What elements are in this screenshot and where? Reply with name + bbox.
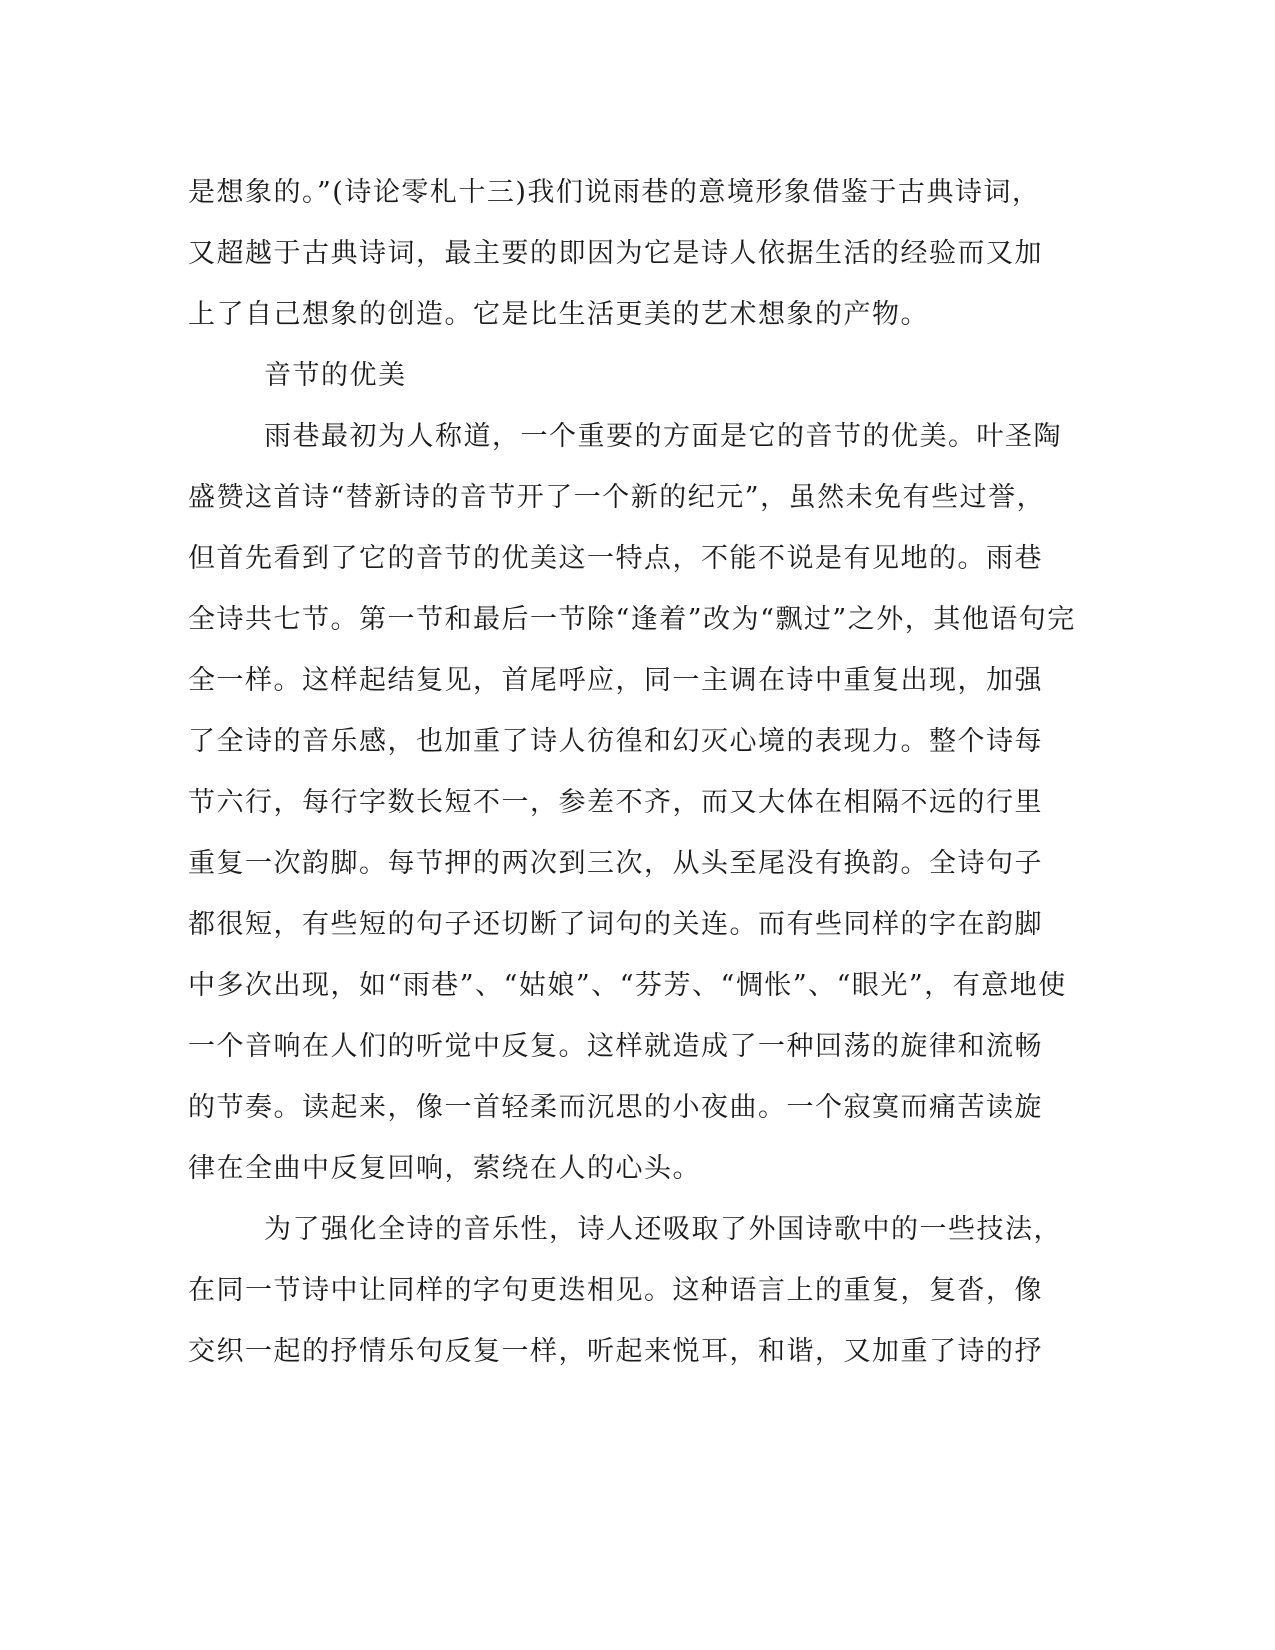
paragraph-line: 在同一节诗中让同样的字句更迭相见。这种语言上的重复，复沓，像 xyxy=(188,1275,1043,1306)
paragraph-line: 全一样。这样起结复见，首尾呼应，同一主调在诗中重复出现，加强 xyxy=(188,665,1043,696)
paragraph-line: 盛赞这首诗“替新诗的音节开了一个新的纪元”，虽然未免有些过誉， xyxy=(188,482,1046,513)
paragraph-line: 上了自己想象的创造。它是比生活更美的艺术想象的产物。 xyxy=(188,299,929,330)
paragraph-1 xyxy=(188,162,1068,345)
paragraph-line: 全诗共七节。第一节和最后一节除“逢着”改为“飘过”之外，其他语句完 xyxy=(188,604,1076,635)
paragraph-line: 都很短，有些短的句子还切断了词句的关连。而有些同样的字在韵脚 xyxy=(188,909,1043,940)
paragraph-line: 又超越于古典诗词，最主要的即因为它是诗人依据生活的经验而又加 xyxy=(188,238,1043,269)
document-body xyxy=(188,162,1076,1382)
section-heading: 音节的优美 xyxy=(264,360,407,391)
paragraph-line: 律在全曲中反复回响，萦绕在人的心头。 xyxy=(188,1153,701,1184)
paragraph-line: 雨巷最初为人称道，一个重要的方面是它的音节的优美。叶圣陶 xyxy=(264,421,1062,452)
paragraph-line: 是想象的。”(诗论零札十三)我们说雨巷的意境形象借鉴于古典诗词， xyxy=(188,177,1041,208)
paragraph-line: 重复一次韵脚。每节押的两次到三次，从头至尾没有换韵。全诗句子 xyxy=(188,848,1043,879)
paragraph-line: 中多次出现，如“雨巷”、“姑娘”、“芬芳、“惆怅”、“眼光”，有意地使 xyxy=(188,970,1067,1001)
paragraph-line: 一个音响在人们的听觉中反复。这样就造成了一种回荡的旋律和流畅 xyxy=(188,1031,1043,1062)
paragraph-3 xyxy=(188,1199,1068,1382)
paragraph-line: 但首先看到了它的音节的优美这一特点，不能不说是有见地的。雨巷 xyxy=(188,543,1043,574)
paragraph-line: 交织一起的抒情乐句反复一样，听起来悦耳，和谐，又加重了诗的抒 xyxy=(188,1336,1043,1367)
paragraph-line: 的节奏。读起来，像一首轻柔而沉思的小夜曲。一个寂寞而痛苦读旋 xyxy=(188,1092,1043,1123)
paragraph-2 xyxy=(188,406,1076,1199)
paragraph-line: 为了强化全诗的音乐性，诗人还吸取了外国诗歌中的一些技法， xyxy=(264,1214,1062,1245)
paragraph-line: 节六行，每行字数长短不一，参差不齐，而又大体在相隔不远的行里 xyxy=(188,787,1043,818)
paragraph-line: 了全诗的音乐感，也加重了诗人彷徨和幻灭心境的表现力。整个诗每 xyxy=(188,726,1043,757)
